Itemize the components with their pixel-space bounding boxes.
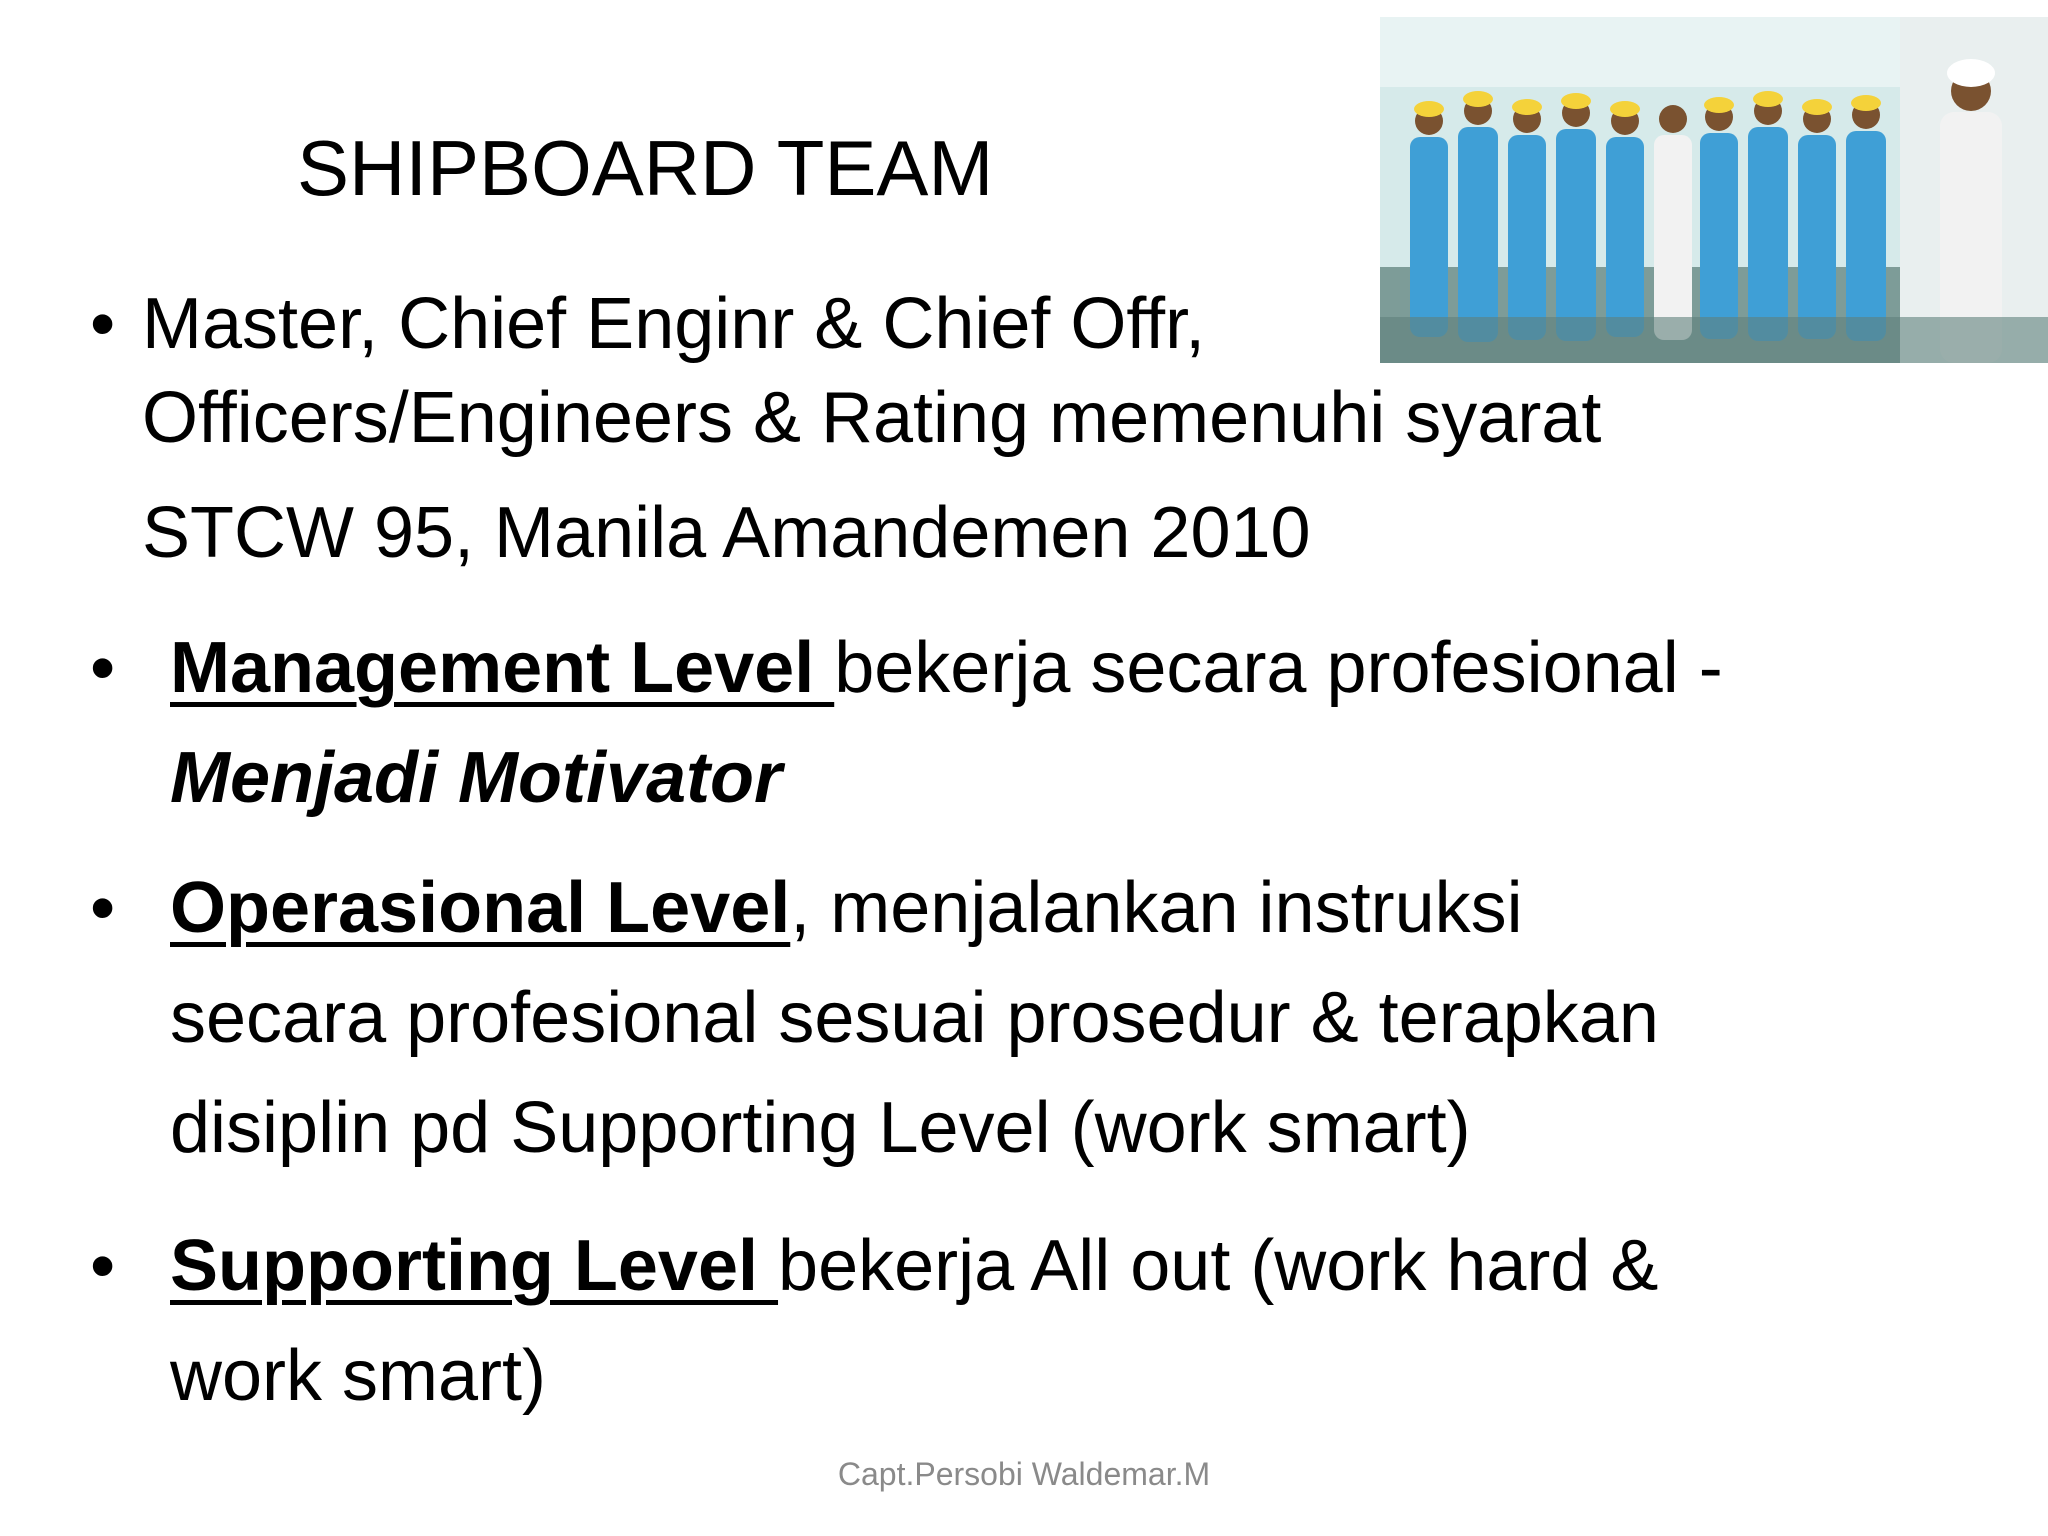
bullet-3-line-3: disiplin pd Supporting Level (work smart) — [170, 1088, 1471, 1168]
bullet-1-line-3: STCW 95, Manila Amandemen 2010 — [142, 493, 1311, 573]
bullet-2-line-1 — [170, 612, 1723, 724]
bullet-2-marker: • — [90, 628, 116, 708]
bullet-4-marker: • — [90, 1226, 116, 1306]
bullet-4-line-2: work smart) — [170, 1336, 546, 1416]
crew-photo-illustration — [1380, 17, 2048, 363]
bullet-4-line-1 — [170, 1210, 1658, 1322]
bullet-3-line-1 — [170, 852, 1523, 964]
management-level-term: Management Level — [170, 628, 835, 708]
bullet-3-line-2: secara profesional sesuai prosedur & terapkan — [170, 978, 1659, 1058]
bullet-3-marker: • — [90, 868, 116, 948]
bullet-2-line-2: Menjadi Motivator — [170, 738, 783, 818]
bullet-1-marker: • — [90, 284, 116, 364]
bullet-4-text: bekerja All out (work hard & — [778, 1226, 1659, 1306]
bullet-3-text: , menjalankan instruksi — [790, 868, 1523, 948]
slide-title: SHIPBOARD TEAM — [297, 124, 994, 212]
operasional-level-term: Operasional Level — [170, 868, 791, 948]
footer-author: Capt.Persobi Waldemar.M — [837, 1456, 1211, 1492]
bullet-2-text: bekerja secara profesional - — [834, 628, 1723, 708]
supporting-level-term: Supporting Level — [170, 1226, 779, 1306]
bullet-1-line-2: Officers/Engineers & Rating memenuhi syarat — [142, 378, 1602, 458]
bullet-1-line-1: Master, Chief Enginr & Chief Offr, — [142, 284, 1206, 364]
crew-photo — [1380, 17, 2048, 363]
